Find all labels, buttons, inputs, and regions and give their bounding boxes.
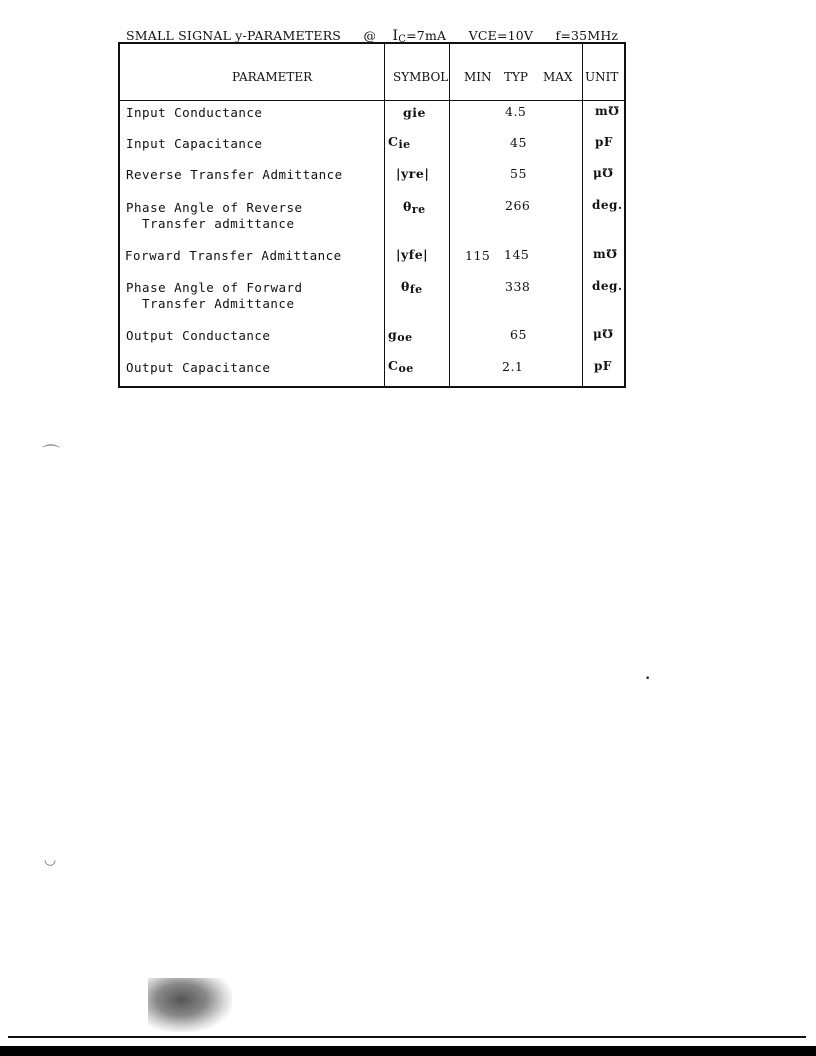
header-divider xyxy=(120,100,624,101)
row-typ: 4.5 xyxy=(505,104,527,119)
row-typ: 45 xyxy=(510,135,527,150)
heading-ic-sub: C xyxy=(398,34,407,45)
row-param: Forward Transfer Admittance xyxy=(125,248,342,263)
row-unit: μ℧ xyxy=(593,166,614,180)
heading-title: SMALL SIGNAL y-PARAMETERS xyxy=(126,28,342,43)
row-unit: deg. xyxy=(592,198,623,212)
row-typ: 338 xyxy=(505,279,531,294)
row-unit: pF xyxy=(594,359,612,373)
row-param: Output Capacitance xyxy=(126,360,271,375)
row-min: 115 xyxy=(465,248,491,263)
row-symbol: gie xyxy=(403,105,426,120)
row-typ: 266 xyxy=(505,198,531,213)
heading-at: @ xyxy=(363,28,377,43)
row-symbol: |yfe| xyxy=(396,247,429,262)
heading-ic-value: =7mA xyxy=(406,28,447,43)
row-typ: 65 xyxy=(510,327,527,342)
punch-hole-mark: ⌒ xyxy=(42,444,60,465)
row-typ: 145 xyxy=(504,247,530,262)
row-unit: deg. xyxy=(592,279,623,293)
row-param: Input Capacitance xyxy=(126,136,263,151)
column-divider xyxy=(582,44,583,386)
row-param: Reverse Transfer Admittance xyxy=(126,167,343,182)
header-unit: UNIT xyxy=(585,70,619,84)
row-symbol: $\theta_{re}$ xyxy=(403,199,426,216)
header-typ: TYP xyxy=(504,70,528,84)
row-unit: μ℧ xyxy=(593,327,614,341)
header-symbol: SYMBOL xyxy=(393,70,449,84)
row-param: Phase Angle of Reverse xyxy=(126,200,303,215)
row-param-cont: Transfer Admittance xyxy=(142,296,295,311)
row-unit: m℧ xyxy=(593,247,618,261)
row-param: Input Conductance xyxy=(126,105,263,120)
row-unit: m℧ xyxy=(595,104,620,118)
row-symbol: |yre| xyxy=(396,166,430,181)
punch-hole-mark: ◡ xyxy=(44,852,57,868)
row-typ: 55 xyxy=(510,166,527,181)
heading-vce-value: =10V xyxy=(496,28,534,43)
header-min: MIN xyxy=(464,70,492,84)
row-param: Phase Angle of Forward xyxy=(126,280,303,295)
heading-frequency: f=35MHz xyxy=(555,28,619,43)
page-edge-line xyxy=(8,1036,806,1038)
row-typ: 2.1 xyxy=(502,359,524,374)
row-param-cont: Transfer admittance xyxy=(142,216,295,231)
ink-smudge xyxy=(148,978,232,1032)
page-bottom-edge xyxy=(0,1046,816,1056)
row-symbol: $\theta_{fe}$ xyxy=(401,279,423,296)
column-divider xyxy=(384,44,385,386)
ink-speck: • xyxy=(645,674,651,684)
row-symbol: $g_{oe}$ xyxy=(388,327,413,344)
row-symbol: $C_{ie}$ xyxy=(388,134,411,151)
row-symbol: $C_{oe}$ xyxy=(388,358,414,375)
heading-vce-label: VCE xyxy=(468,28,497,43)
heading-ic-label: I xyxy=(392,28,399,44)
header-max: MAX xyxy=(543,70,573,84)
row-param: Output Conductance xyxy=(126,328,271,343)
row-unit: pF xyxy=(595,135,613,149)
column-divider xyxy=(449,44,450,386)
parameter-table xyxy=(118,42,626,388)
header-parameter: PARAMETER xyxy=(232,70,313,84)
